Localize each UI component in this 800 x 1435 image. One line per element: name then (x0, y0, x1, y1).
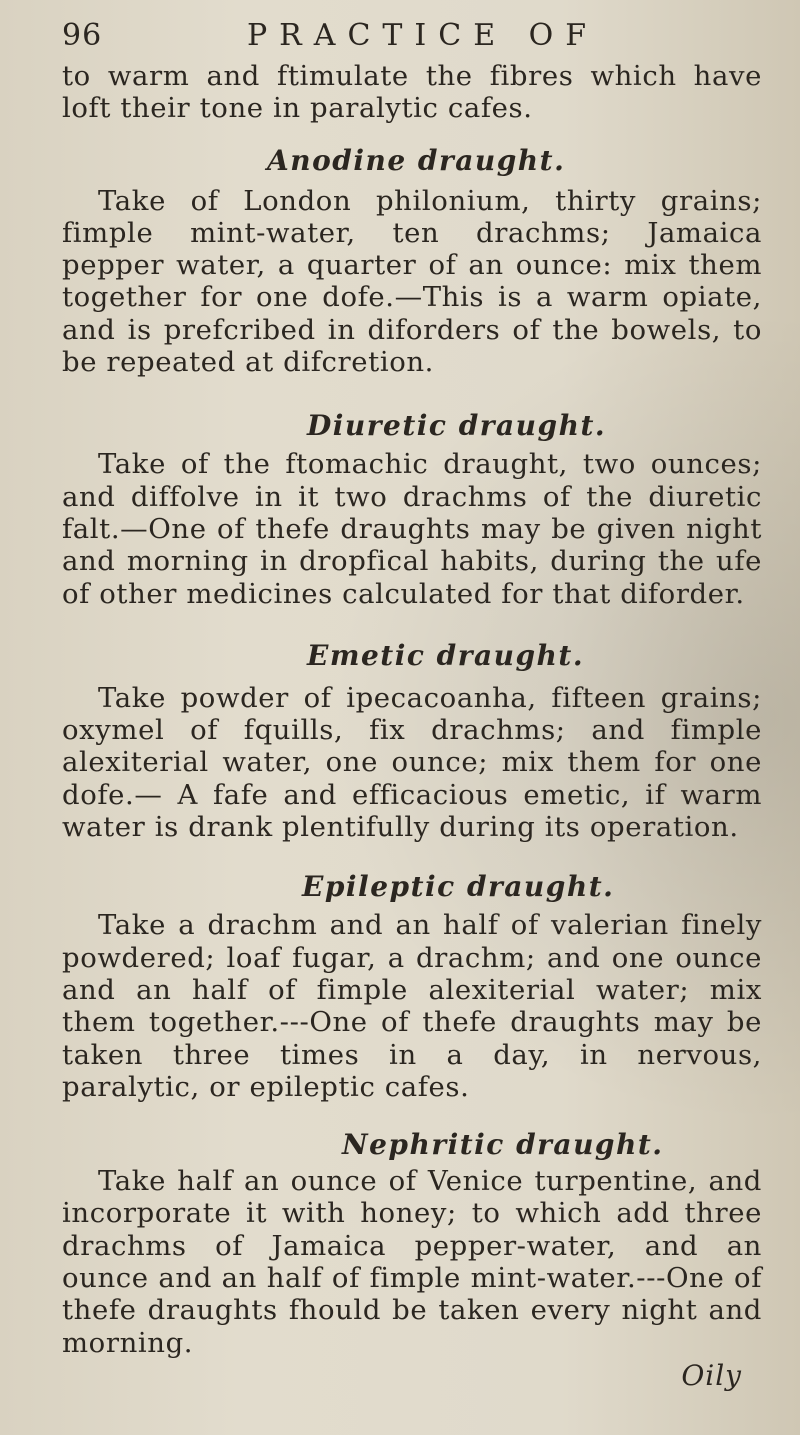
continued-paragraph: to warm and ftimulate the fibres which have loft their tone in paralytic cafes. (62, 60, 762, 125)
section-heading-emetic: Emetic draught. (307, 638, 585, 672)
page-content (62, 60, 762, 1393)
section-text-diuretic: Take of the ftomachic draught, two ounces; and diffolve in it two drachms of the diuretic falt.—One of thefe draughts may be given night and morning in dropfical habits, during the ufe of other medicines calculated for that diforder. (62, 448, 762, 610)
section-heading-diuretic: Diuretic draught. (307, 409, 607, 443)
section-heading-anodine: Anodine draught. (267, 143, 566, 177)
page-header (62, 18, 762, 66)
section-text-anodine: Take of London philonium, thirty grains; fimple mint-water, ten drachms; Jamaica pepper water, a quarter of an ounce: mix them together for one dofe.—This is a warm opiate, and is prefcribed in diforders of the bowels, to be repeated at difcretion. (62, 184, 762, 379)
catchword: Oily (681, 1358, 742, 1392)
section-text-epileptic: Take a drachm and an half of valerian finely powdered; loaf fugar, a drachm; and one ounce and an half of fimple alexiterial water; mix them together.---One of thefe draughts may be taken three times in a day, in nervous, paralytic, or epileptic cafes. (62, 909, 762, 1103)
section-heading-epileptic: Epileptic draught. (302, 870, 615, 904)
running-head: PRACTICE OF (247, 18, 599, 53)
section-text-nephritic: Take half an ounce of Venice turpentine, and incorporate it with honey; to which add three drachms of Jamaica pepper-water, and an ounce and an half of fimple mint-water.---One of thefe draughts fhould be taken every night and morning. (62, 1165, 762, 1359)
section-heading-nephritic: Nephritic draught. (342, 1128, 664, 1162)
section-text-emetic: Take powder of ipecacoanha, fifteen grains; oxymel of fquills, fix drachms; and fimple alexiterial water, one ounce; mix them for one dofe.— A fafe and efficacious emetic, if warm water is drank plentifully during its operation. (62, 681, 762, 844)
page-number: 96 (62, 18, 103, 53)
